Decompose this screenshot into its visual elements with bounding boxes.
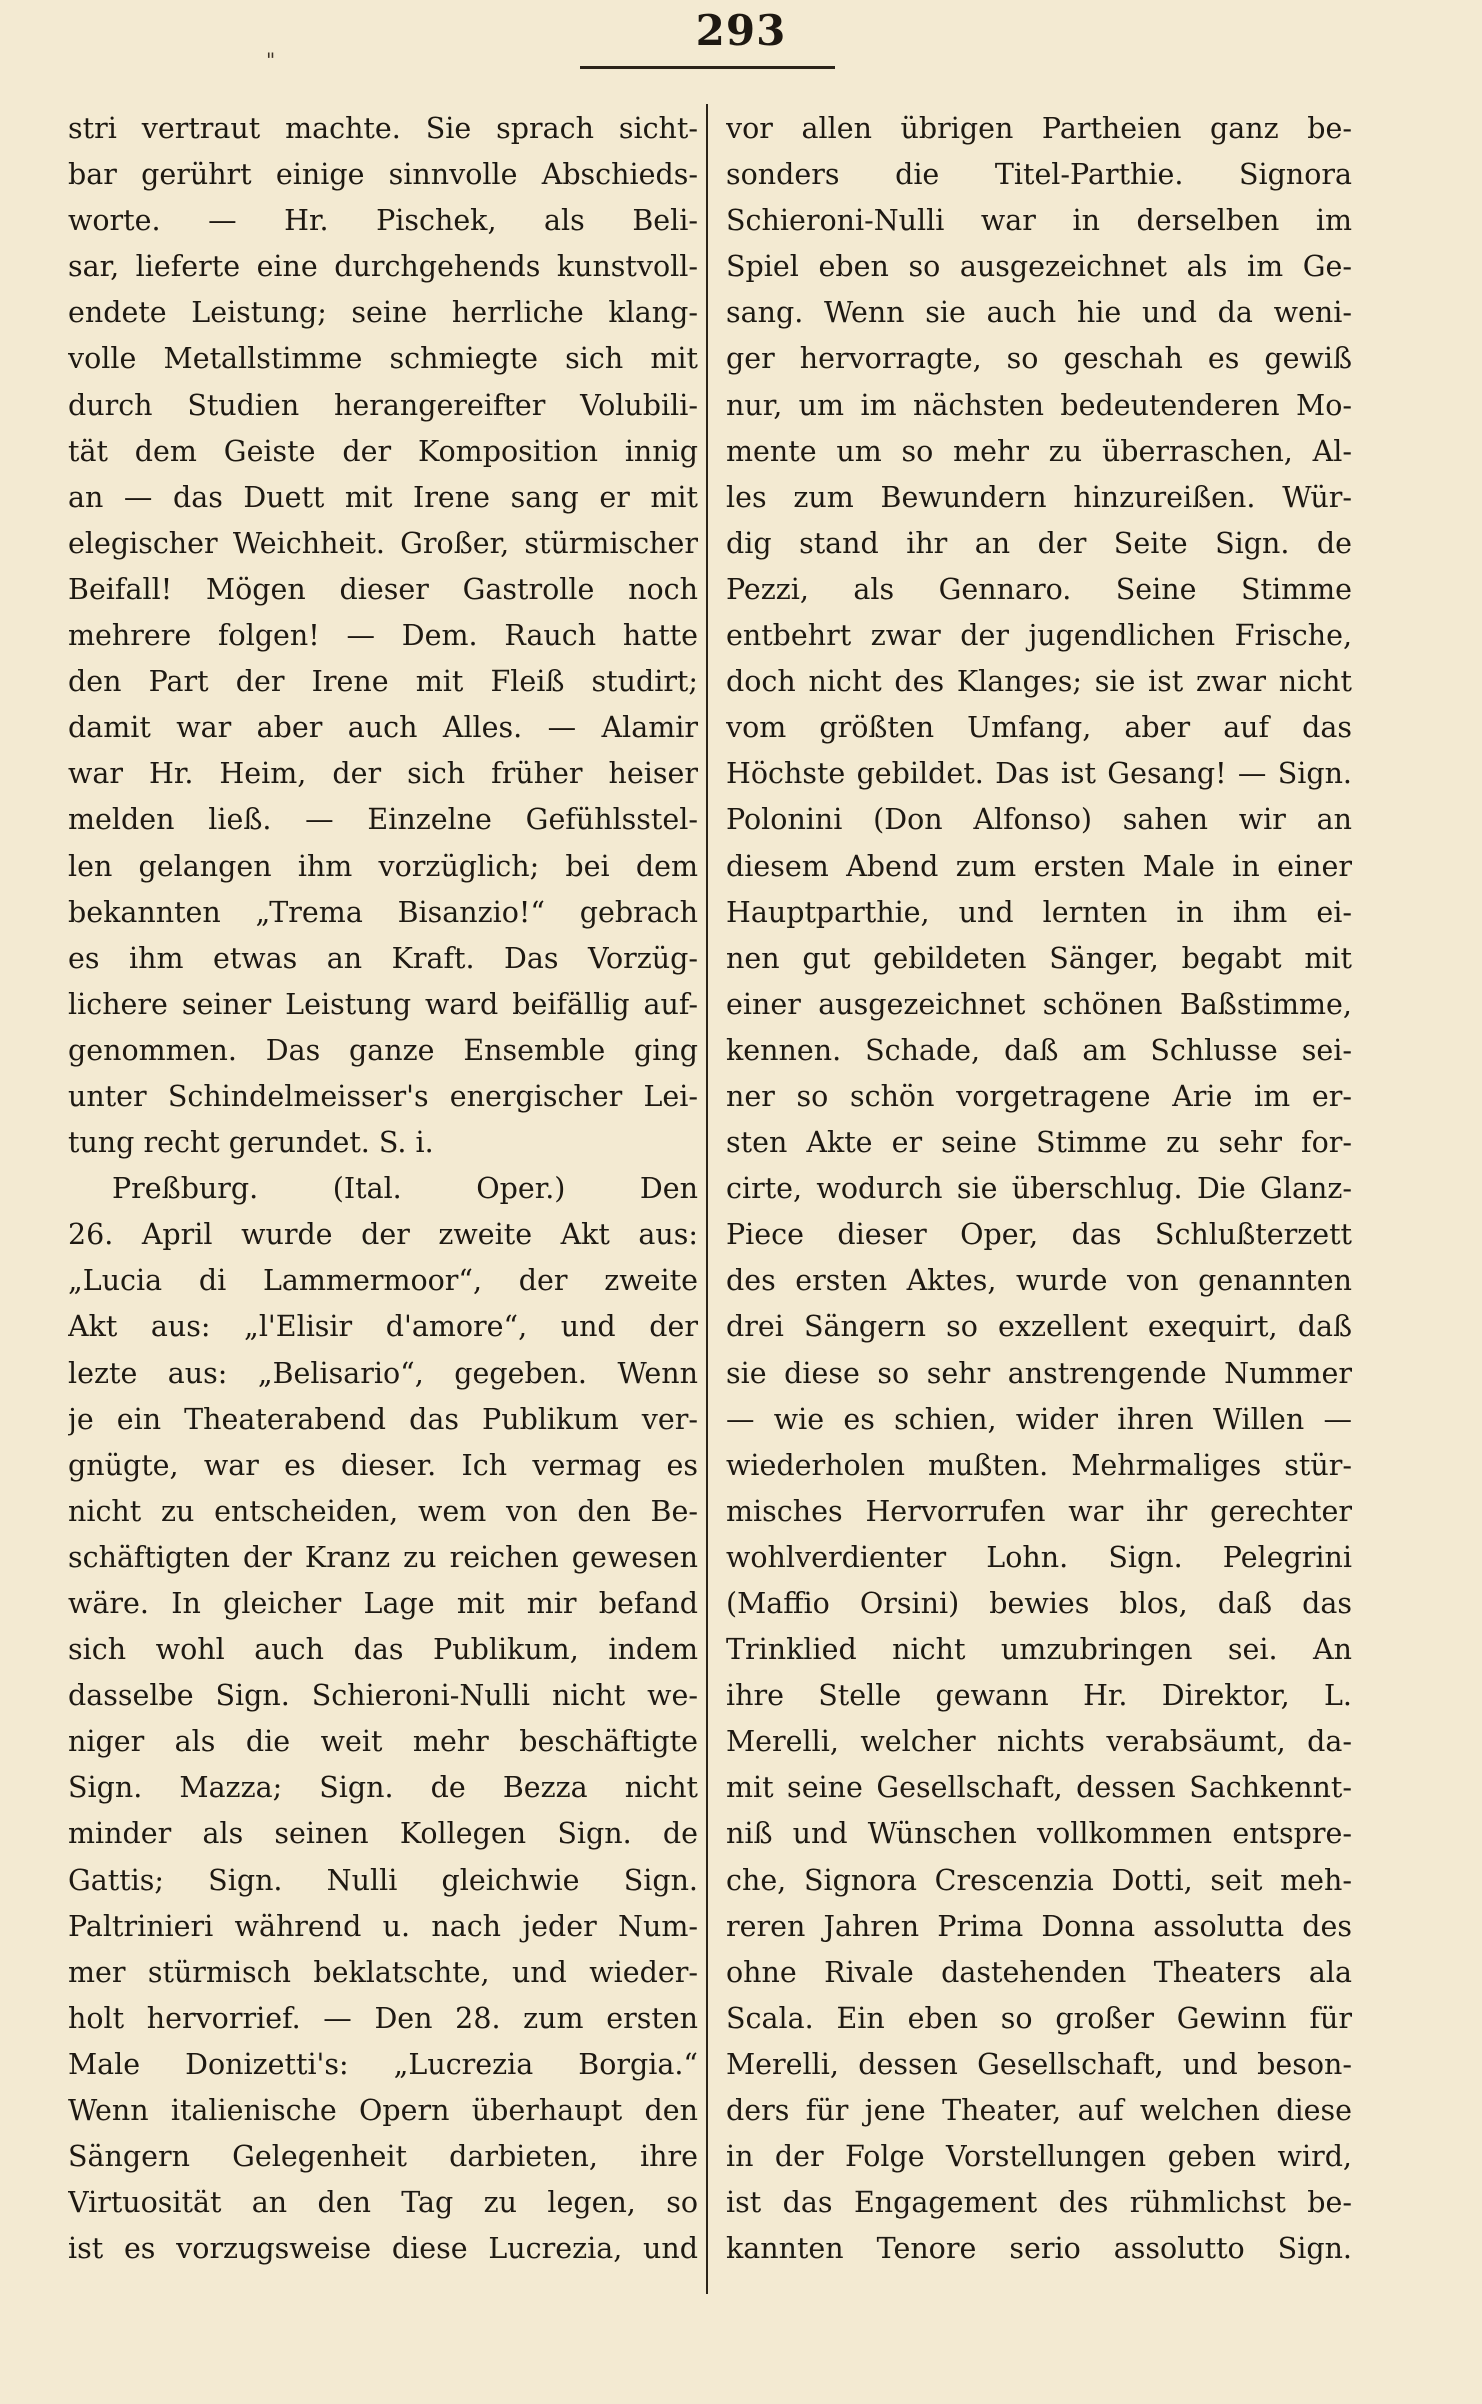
text-line: je ein Theaterabend das Publikum ver-	[68, 1402, 698, 1436]
text-line: sonders die Titel-Parthie. Signora	[726, 158, 1352, 192]
text-line: sten Akte er seine Stimme zu sehr for-	[726, 1126, 1352, 1160]
text-line: mente um so mehr zu überraschen, Al-	[726, 434, 1352, 468]
text-line: Höchste gebildet. Das ist Gesang! — Sign.	[726, 757, 1352, 791]
text-line: schäftigten der Kranz zu reichen gewesen	[68, 1540, 698, 1574]
left-column	[68, 106, 698, 2306]
text-line: Trinklied nicht umzubringen sei. An	[726, 1633, 1352, 1667]
text-line: Sign. Mazza; Sign. de Bezza nicht	[68, 1771, 698, 1805]
text-line: Wenn italienische Opern überhaupt den	[68, 2094, 698, 2128]
text-line: ist das Engagement des rühmlichst be-	[726, 2186, 1352, 2220]
text-line: les zum Bewundern hinzureißen. Wür-	[726, 480, 1352, 514]
text-line: niger als die weit mehr beschäftigte	[68, 1725, 698, 1759]
text-line: Polonini (Don Alfonso) sahen wir an	[726, 803, 1352, 837]
text-line: sar, lieferte eine durchgehends kunstvoll-	[68, 250, 698, 284]
text-line: wiederholen mußten. Mehrmaliges stür-	[726, 1448, 1352, 1482]
text-line: sich wohl auch das Publikum, indem	[68, 1633, 698, 1667]
text-line: an — das Duett mit Irene sang er mit	[68, 480, 698, 514]
text-line: tät dem Geiste der Komposition innig	[68, 434, 698, 468]
text-line: misches Hervorrufen war ihr gerechter	[726, 1494, 1352, 1528]
text-line: mehrere folgen! — Dem. Rauch hatte	[68, 619, 698, 653]
text-line: wohlverdienter Lohn. Sign. Pelegrini	[726, 1540, 1352, 1574]
text-line: Merelli, dessen Gesellschaft, und beson-	[726, 2047, 1352, 2081]
text-line: minder als seinen Kollegen Sign. de	[68, 1817, 698, 1851]
text-line: tung recht gerundet. S. i.	[68, 1126, 434, 1160]
text-line: gnügte, war es dieser. Ich vermag es	[68, 1448, 698, 1482]
text-line: einer ausgezeichnet schönen Baßstimme,	[726, 987, 1352, 1021]
text-line: Gattis; Sign. Nulli gleichwie Sign.	[68, 1863, 698, 1897]
text-line: stri vertraut machte. Sie sprach sicht-	[68, 112, 698, 145]
text-line: Virtuosität an den Tag zu legen, so	[68, 2186, 698, 2220]
text-line: reren Jahren Prima Donna assolutta des	[726, 1909, 1352, 1943]
text-line: ders für jene Theater, auf welchen diese	[726, 2094, 1352, 2128]
text-line: wäre. In gleicher Lage mit mir befand	[68, 1587, 698, 1620]
text-line: dig stand ihr an der Seite Sign. de	[726, 526, 1352, 560]
text-line: Preßburg. (Ital. Oper.) Den	[112, 1172, 698, 1206]
text-line: holt hervorrief. — Den 28. zum ersten	[68, 2001, 698, 2035]
text-line: sang. Wenn sie auch hie und da weni-	[726, 296, 1352, 330]
text-line: kennen. Schade, daß am Schlusse sei-	[726, 1033, 1352, 1067]
right-column	[726, 106, 1352, 2306]
text-line: nur, um im nächsten bedeutenderen Mo-	[726, 388, 1352, 422]
text-line: doch nicht des Klanges; sie ist zwar nicht	[726, 665, 1352, 699]
text-line: ist es vorzugsweise diese Lucrezia, und	[68, 2232, 698, 2266]
text-line: bekannten „Trema Bisanzio!“ gebrach	[68, 895, 698, 929]
text-line: melden ließ. — Einzelne Gefühlsstel-	[68, 803, 698, 837]
text-line: (Maffio Orsini) bewies blos, daß das	[726, 1587, 1352, 1620]
text-line: vom größten Umfang, aber auf das	[726, 711, 1352, 745]
text-line: niß und Wünschen vollkommen entspre-	[726, 1817, 1352, 1851]
text-line: Pezzi, als Gennaro. Seine Stimme	[726, 572, 1352, 606]
text-line: sie diese so sehr anstrengende Nummer	[726, 1356, 1352, 1390]
text-line: dasselbe Sign. Schieroni-Nulli nicht we-	[68, 1679, 698, 1713]
page-ornament: "	[266, 48, 276, 72]
text-line: volle Metallstimme schmiegte sich mit	[68, 342, 698, 376]
text-line: diesem Abend zum ersten Male in einer	[726, 849, 1352, 883]
text-line: kannten Tenore serio assolutto Sign.	[726, 2232, 1352, 2266]
text-line: Hauptparthie, und lernten in ihm ei-	[726, 895, 1352, 929]
text-line: worte. — Hr. Pischek, als Beli-	[68, 204, 698, 238]
text-line: den Part der Irene mit Fleiß studirt;	[68, 665, 698, 699]
text-line: Spiel eben so ausgezeichnet als im Ge-	[726, 250, 1352, 284]
text-line: vor allen übrigen Partheien ganz be-	[726, 112, 1352, 145]
text-line: ihre Stelle gewann Hr. Direktor, L.	[726, 1679, 1352, 1713]
text-line: ner so schön vorgetragene Arie im er-	[726, 1079, 1352, 1113]
page-number: 293	[695, 6, 787, 55]
text-line: Scala. Ein eben so großer Gewinn für	[726, 2001, 1352, 2035]
text-line: unter Schindelmeisser's energischer Lei-	[68, 1079, 698, 1113]
text-line: 26. April wurde der zweite Akt aus:	[68, 1218, 698, 1252]
text-line: es ihm etwas an Kraft. Das Vorzüg-	[68, 941, 698, 975]
text-line: ger hervorragte, so geschah es gewiß	[726, 342, 1352, 376]
text-line: Male Donizetti's: „Lucrezia Borgia.“	[68, 2047, 698, 2081]
text-line: Merelli, welcher nichts verabsäumt, da-	[726, 1725, 1352, 1759]
text-line: entbehrt zwar der jugendlichen Frische,	[726, 619, 1352, 653]
text-line: des ersten Aktes, wurde von genannten	[726, 1264, 1352, 1298]
text-line: len gelangen ihm vorzüglich; bei dem	[68, 849, 698, 883]
text-line: mit seine Gesellschaft, dessen Sachkennt-	[726, 1771, 1352, 1805]
text-line: Schieroni-Nulli war in derselben im	[726, 204, 1352, 238]
text-line: mer stürmisch beklatschte, und wieder-	[68, 1955, 698, 1989]
text-line: genommen. Das ganze Ensemble ging	[68, 1033, 698, 1067]
text-line: Sängern Gelegenheit darbieten, ihre	[68, 2140, 698, 2174]
text-line: cirte, wodurch sie überschlug. Die Glanz-	[726, 1172, 1352, 1206]
text-line: elegischer Weichheit. Großer, stürmischer	[68, 526, 698, 560]
text-line: Beifall! Mögen dieser Gastrolle noch	[68, 572, 698, 606]
text-line: Piece dieser Oper, das Schlußterzett	[726, 1218, 1352, 1252]
text-line: nen gut gebildeten Sänger, begabt mit	[726, 941, 1352, 975]
text-line: war Hr. Heim, der sich früher heiser	[68, 757, 698, 791]
text-line: drei Sängern so exzellent exequirt, daß	[726, 1310, 1352, 1344]
text-line: nicht zu entscheiden, wem von den Be-	[68, 1494, 698, 1528]
text-line: Akt aus: „l'Elisir d'amore“, und der	[68, 1310, 698, 1344]
text-line: durch Studien herangereifter Volubili-	[68, 388, 698, 422]
text-line: bar gerührt einige sinnvolle Abschieds-	[68, 158, 698, 192]
text-line: ohne Rivale dastehenden Theaters ala	[726, 1955, 1352, 1989]
column-divider	[706, 104, 708, 2294]
text-line: „Lucia di Lammermoor“, der zweite	[68, 1264, 698, 1298]
text-line: lezte aus: „Belisario“, gegeben. Wenn	[68, 1356, 698, 1390]
text-line: lichere seiner Leistung ward beifällig auf-	[68, 987, 698, 1021]
text-line: che, Signora Crescenzia Dotti, seit meh-	[726, 1863, 1352, 1897]
text-line: in der Folge Vorstellungen geben wird,	[726, 2140, 1352, 2174]
text-line: damit war aber auch Alles. — Alamir	[68, 711, 698, 745]
text-line: — wie es schien, wider ihren Willen —	[726, 1402, 1352, 1436]
text-line: Paltrinieri während u. nach jeder Num-	[68, 1909, 698, 1943]
header-rule	[580, 66, 835, 69]
text-line: endete Leistung; seine herrliche klang-	[68, 296, 698, 330]
